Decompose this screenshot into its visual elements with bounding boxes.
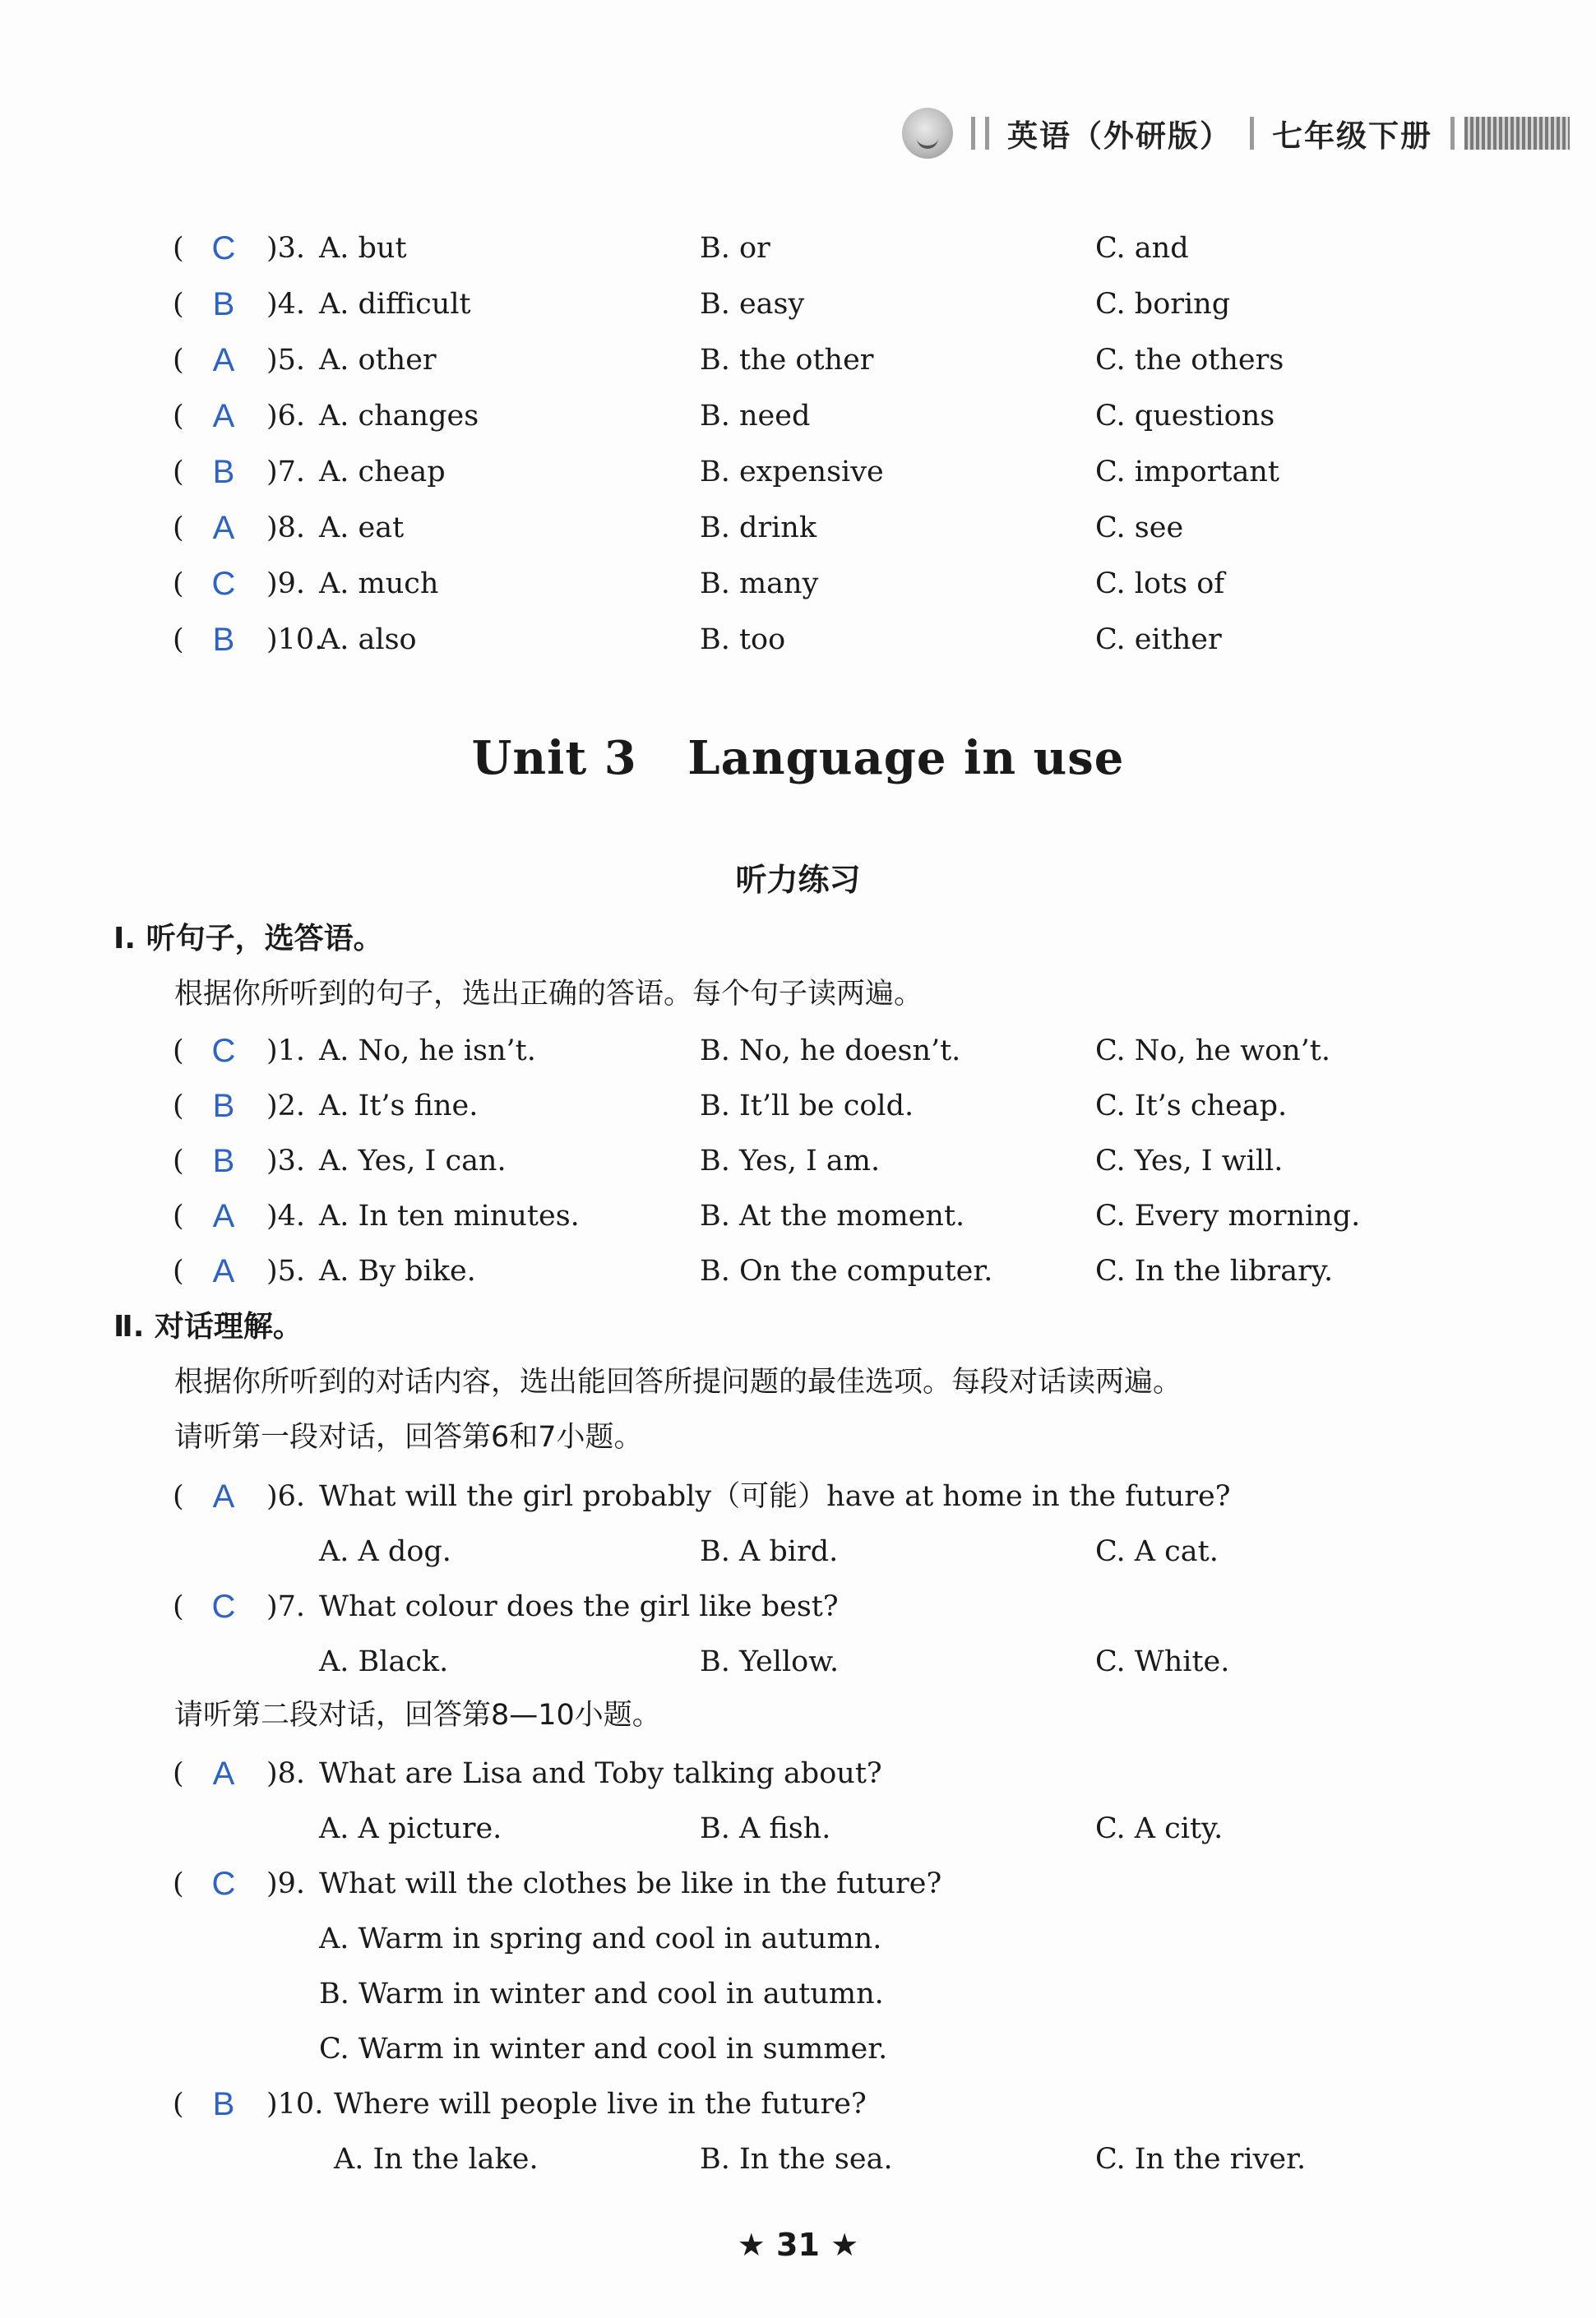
- option-a: A. By bike.: [319, 1255, 476, 1288]
- options-row: [0, 1910, 1596, 1968]
- question-text: What will the clothes be like in the future?: [319, 1867, 942, 1900]
- section-instruction: 根据你所听到的句子，选出正确的答语。每个句子读两遍。: [174, 978, 923, 1011]
- question-number: )9.: [266, 567, 306, 600]
- question-number: )3.: [266, 1145, 306, 1178]
- option-a: A. Yes, I can.: [319, 1145, 507, 1178]
- answer-row: [0, 1187, 1596, 1245]
- option-c: C. In the library.: [1095, 1255, 1334, 1288]
- option-b: B. Yes, I am.: [700, 1145, 881, 1178]
- option-b: B. too: [700, 623, 786, 656]
- question-number: )6.: [266, 400, 306, 433]
- paren-open: (: [173, 400, 184, 433]
- listening-title: 听力练习: [735, 862, 861, 898]
- answer-row: [0, 331, 1596, 389]
- option-b: B. It’ll be cold.: [700, 1090, 914, 1122]
- question-text: What colour does the girl like best?: [319, 1590, 839, 1623]
- section-heading: Ⅰ. 听句子，选答语。: [113, 922, 383, 955]
- question-number: )5.: [266, 344, 306, 377]
- option-c: C. No, he won’t.: [1095, 1034, 1330, 1067]
- answer-row: [0, 611, 1596, 669]
- answer-letter: B: [212, 622, 235, 658]
- question-number: )9.: [266, 1867, 306, 1900]
- section-instruction: 根据你所听到的对话内容，选出能回答所提问题的最佳选项。每段对话读两遍。: [174, 1366, 1182, 1399]
- option-c: C. In the river.: [1095, 2143, 1307, 2176]
- answer-letter: B: [212, 286, 235, 322]
- option-b: B. easy: [700, 288, 805, 321]
- question-row: [0, 1745, 1596, 1802]
- question-number: )10.: [266, 2088, 324, 2121]
- option-c: C. see: [1095, 511, 1184, 544]
- option-a: A. Warm in spring and cool in autumn.: [319, 1922, 882, 1955]
- option-b: B. expensive: [700, 456, 884, 488]
- option-b: B. many: [700, 567, 819, 600]
- question-number: )6.: [266, 1480, 306, 1513]
- option-b: B. the other: [700, 344, 874, 377]
- paren-open: (: [173, 1145, 184, 1178]
- option-c: C. important: [1095, 456, 1279, 488]
- paren-open: (: [173, 232, 184, 265]
- option-a: A. A dog.: [319, 1535, 451, 1568]
- option-b: B. At the moment.: [700, 1200, 965, 1233]
- paren-open: (: [173, 567, 184, 600]
- answer-row: [0, 499, 1596, 557]
- paren-open: (: [173, 2088, 184, 2121]
- paren-open: (: [173, 623, 184, 656]
- paren-open: (: [173, 1590, 184, 1623]
- option-c: C. and: [1095, 232, 1189, 265]
- options-row: [0, 2020, 1596, 2078]
- option-c: C. White.: [1095, 1645, 1230, 1678]
- option-b: B. Warm in winter and cool in autumn.: [319, 1978, 884, 2010]
- paren-open: (: [173, 288, 184, 321]
- divider: [985, 117, 989, 150]
- paren-open: (: [173, 344, 184, 377]
- question-row: [0, 1578, 1596, 1636]
- answer-row: [0, 220, 1596, 277]
- option-c: C. boring: [1095, 288, 1231, 321]
- option-a: A. cheap: [319, 456, 446, 488]
- option-a: A. difficult: [319, 288, 471, 321]
- options-row: [0, 1965, 1596, 2023]
- option-a: A. No, he isn’t.: [319, 1034, 536, 1067]
- answer-row: [0, 387, 1596, 445]
- option-c: C. the others: [1095, 344, 1284, 377]
- question-number: )10.: [266, 623, 324, 656]
- answer-letter: A: [212, 398, 235, 434]
- answer-letter: A: [212, 1198, 235, 1234]
- option-a: A. also: [319, 623, 417, 656]
- options-row: [0, 2131, 1596, 2188]
- question-number: )3.: [266, 232, 306, 265]
- answer-letter: A: [212, 1478, 235, 1515]
- option-c: C. A city.: [1095, 1812, 1224, 1845]
- options-row: [0, 1800, 1596, 1858]
- answer-row: [0, 1022, 1596, 1080]
- option-b: B. A bird.: [700, 1535, 839, 1568]
- option-a: A. A picture.: [319, 1812, 502, 1845]
- option-a: A. other: [319, 344, 437, 377]
- options-row: [0, 1633, 1596, 1691]
- paren-open: (: [173, 1867, 184, 1900]
- divider: [1250, 117, 1254, 150]
- question-number: )5.: [266, 1255, 306, 1288]
- option-a: A. In ten minutes.: [319, 1200, 580, 1233]
- option-c: C. Every morning.: [1095, 1200, 1361, 1233]
- answer-row: [0, 1077, 1596, 1135]
- page-number: ★ 31 ★: [737, 2227, 859, 2263]
- sun-mascot-icon: [902, 108, 953, 159]
- question-number: )4.: [266, 1200, 306, 1233]
- answer-letter: A: [212, 342, 235, 378]
- option-c: C. either: [1095, 623, 1222, 656]
- grade-label: 七年级下册: [1272, 118, 1432, 154]
- question-row: [0, 1855, 1596, 1913]
- option-a: A. In the lake.: [334, 2143, 539, 2176]
- option-b: B. In the sea.: [700, 2143, 893, 2176]
- answer-letter: C: [211, 1589, 236, 1625]
- question-row: [0, 2075, 1596, 2133]
- unit-title: Unit 3 Language in use: [471, 731, 1125, 785]
- option-a: A. Black.: [319, 1645, 449, 1678]
- option-c: C. A cat.: [1095, 1535, 1219, 1568]
- option-b: B. or: [700, 232, 770, 265]
- answer-row: [0, 555, 1596, 613]
- option-c: C. Yes, I will.: [1095, 1145, 1284, 1178]
- answer-row: [0, 275, 1596, 333]
- paren-open: (: [173, 1757, 184, 1790]
- paren-open: (: [173, 1034, 184, 1067]
- answer-letter: A: [212, 1756, 235, 1792]
- paren-open: (: [173, 1090, 184, 1122]
- option-b: B. No, he doesn’t.: [700, 1034, 961, 1067]
- paren-open: (: [173, 456, 184, 488]
- answer-letter: B: [212, 2086, 235, 2122]
- section-heading: Ⅱ. 对话理解。: [113, 1310, 303, 1344]
- question-number: )7.: [266, 1590, 306, 1623]
- option-a: A. eat: [319, 511, 405, 544]
- option-c: C. lots of: [1095, 567, 1225, 600]
- question-number: )1.: [266, 1034, 306, 1067]
- page-header: [902, 107, 1570, 160]
- answer-letter: B: [212, 454, 235, 490]
- answer-row: [0, 1242, 1596, 1300]
- answer-letter: C: [211, 1033, 236, 1069]
- option-a: A. It’s fine.: [319, 1090, 479, 1122]
- answer-letter: C: [211, 566, 236, 602]
- question-text: What are Lisa and Toby talking about?: [319, 1757, 882, 1790]
- question-number: )8.: [266, 1757, 306, 1790]
- dialog-instruction: 请听第一段对话，回答第6和7小题。: [174, 1421, 643, 1454]
- option-b: B. Yellow.: [700, 1645, 840, 1678]
- question-row: [0, 1468, 1596, 1525]
- option-b: B. On the computer.: [700, 1255, 993, 1288]
- dialog-instruction: 请听第二段对话，回答第8—10小题。: [174, 1699, 661, 1732]
- divider: [971, 117, 975, 150]
- subject-label: 英语（外研版）: [1007, 118, 1232, 154]
- answer-letter: C: [211, 1866, 236, 1902]
- answer-row: [0, 1132, 1596, 1190]
- option-a: A. but: [319, 232, 407, 265]
- paren-open: (: [173, 1255, 184, 1288]
- option-c: C. questions: [1095, 400, 1275, 433]
- question-text: What will the girl probably（可能）have at home in the future?: [319, 1480, 1231, 1513]
- paren-open: (: [173, 1480, 184, 1513]
- option-b: B. A fish.: [700, 1812, 831, 1845]
- option-c: C. Warm in winter and cool in summer.: [319, 2033, 888, 2066]
- question-text: Where will people live in the future?: [334, 2088, 867, 2121]
- option-c: C. It’s cheap.: [1095, 1090, 1288, 1122]
- paren-open: (: [173, 1200, 184, 1233]
- answer-letter: B: [212, 1088, 235, 1124]
- question-number: )4.: [266, 288, 306, 321]
- option-a: A. changes: [319, 400, 479, 433]
- answer-letter: C: [211, 230, 236, 266]
- question-number: )2.: [266, 1090, 306, 1122]
- answer-letter: A: [212, 510, 235, 546]
- paren-open: (: [173, 511, 184, 544]
- answer-letter: B: [212, 1143, 235, 1179]
- divider: [1450, 117, 1455, 150]
- question-number: )7.: [266, 456, 306, 488]
- header-stripe: [1464, 117, 1570, 150]
- options-row: [0, 1523, 1596, 1580]
- option-b: B. need: [700, 400, 811, 433]
- option-b: B. drink: [700, 511, 817, 544]
- answer-row: [0, 443, 1596, 501]
- question-number: )8.: [266, 511, 306, 544]
- option-a: A. much: [319, 567, 439, 600]
- answer-letter: A: [212, 1253, 235, 1289]
